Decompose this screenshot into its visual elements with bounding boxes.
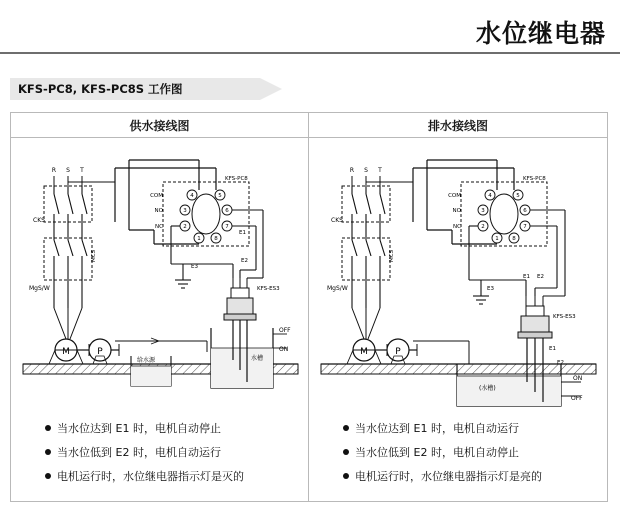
note-text: 电机运行时，水位继电器指示灯是亮的 — [355, 470, 542, 483]
label-off: OFF — [279, 327, 291, 334]
panel-supply — [11, 113, 309, 501]
label-motor: M — [360, 347, 368, 357]
pin-6: 6 — [225, 208, 229, 214]
label-motor: M — [62, 347, 70, 357]
label-relay: KFS-PC8 — [523, 176, 546, 182]
note-item — [45, 423, 308, 434]
label-e1: E1 — [239, 230, 246, 236]
label-probe: KFS-ES3 — [553, 314, 576, 320]
label-pump: P — [395, 347, 401, 357]
note-text: 当水位低到 E2 时，电机自动运行 — [57, 446, 221, 459]
supply-wiring-schematic — [11, 138, 310, 434]
panel-drain-diagram — [309, 138, 607, 434]
title-divider — [0, 52, 620, 54]
note-item — [343, 471, 607, 482]
label-phase-s: S — [66, 167, 70, 174]
note-text: 当水位低到 E2 时，电机自动停止 — [355, 446, 519, 459]
pin-2: 2 — [481, 224, 485, 230]
label-mcs: MCS — [91, 249, 97, 262]
label-cks: CKS — [331, 217, 343, 224]
bullet-dot — [45, 473, 51, 479]
pin-1: 1 — [197, 236, 201, 242]
label-relay: KFS-PC8 — [225, 176, 248, 182]
pin-3: 3 — [481, 208, 485, 214]
label-e1-term: E1 — [523, 274, 530, 280]
label-phase-s: S — [364, 167, 368, 174]
panel-supply-diagram — [11, 138, 308, 434]
pin-6: 6 — [523, 208, 527, 214]
panel-drain-notes — [309, 423, 607, 495]
label-no: NO — [154, 208, 163, 214]
note-item — [45, 471, 308, 482]
label-off: OFF — [571, 395, 583, 402]
pin-7: 7 — [523, 224, 527, 230]
label-com: COM — [150, 193, 163, 199]
label-on: ON — [279, 346, 289, 353]
bullet-dot — [45, 425, 51, 431]
label-e1: E1 — [549, 346, 556, 352]
label-com: COM — [448, 193, 461, 199]
drain-wiring-schematic — [309, 138, 608, 434]
pin-5: 5 — [218, 193, 222, 199]
pin-7: 7 — [225, 224, 229, 230]
pin-8: 8 — [214, 236, 218, 242]
note-item — [343, 447, 607, 458]
note-text: 当水位达到 E1 时，电机自动停止 — [57, 422, 221, 435]
section-banner-label: KFS-PC8, KFS-PC8S 工作图 — [18, 82, 183, 96]
label-e2: E2 — [241, 258, 248, 264]
label-e3: E3 — [487, 286, 494, 292]
label-phase-r: R — [51, 167, 57, 174]
page-title: 水位继电器 — [475, 19, 606, 48]
pin-5: 5 — [516, 193, 520, 199]
label-phase-r: R — [349, 167, 355, 174]
label-probe: KFS-ES3 — [257, 286, 280, 292]
label-e2-term: E2 — [537, 274, 544, 280]
label-phase-t: T — [80, 167, 84, 174]
label-mgsw: MgS/W — [29, 285, 50, 292]
pin-8: 8 — [512, 236, 516, 242]
label-e2: E2 — [557, 360, 564, 366]
bullet-dot — [343, 425, 349, 431]
label-mcs: MCS — [389, 249, 395, 262]
label-nc: NC — [155, 224, 163, 230]
label-phase-t: T — [378, 167, 382, 174]
panel-supply-notes — [11, 423, 308, 495]
pin-2: 2 — [183, 224, 187, 230]
section-banner-arrow — [260, 78, 282, 100]
bullet-dot — [343, 473, 349, 479]
label-e3: E3 — [191, 264, 198, 270]
section-banner-box — [10, 78, 260, 100]
panel-supply-heading: 供水接线图 — [11, 113, 308, 138]
panel-drain-heading: 排水接线图 — [309, 113, 607, 138]
label-no: NO — [452, 208, 461, 214]
pin-4: 4 — [190, 193, 194, 199]
label-on: ON — [573, 375, 583, 382]
pin-1: 1 — [495, 236, 499, 242]
note-text: 当水位达到 E1 时，电机自动运行 — [355, 422, 519, 435]
panel-drain — [309, 113, 607, 501]
label-target-tank: 水槽 — [251, 355, 264, 362]
bullet-dot — [45, 449, 51, 455]
label-nc: NC — [453, 224, 461, 230]
bullet-dot — [343, 449, 349, 455]
section-banner — [10, 78, 610, 100]
label-source-tank: 给水源 — [137, 357, 156, 364]
label-cks: CKS — [33, 217, 45, 224]
note-item — [343, 423, 607, 434]
label-source-tank: (水槽) — [479, 385, 496, 392]
pin-4: 4 — [488, 193, 492, 199]
diagram-frame — [10, 112, 608, 502]
note-text: 电机运行时，水位继电器指示灯是灭的 — [57, 470, 244, 483]
label-mgsw: MgS/W — [327, 285, 348, 292]
label-pump: P — [97, 347, 103, 357]
pin-3: 3 — [183, 208, 187, 214]
note-item — [45, 447, 308, 458]
